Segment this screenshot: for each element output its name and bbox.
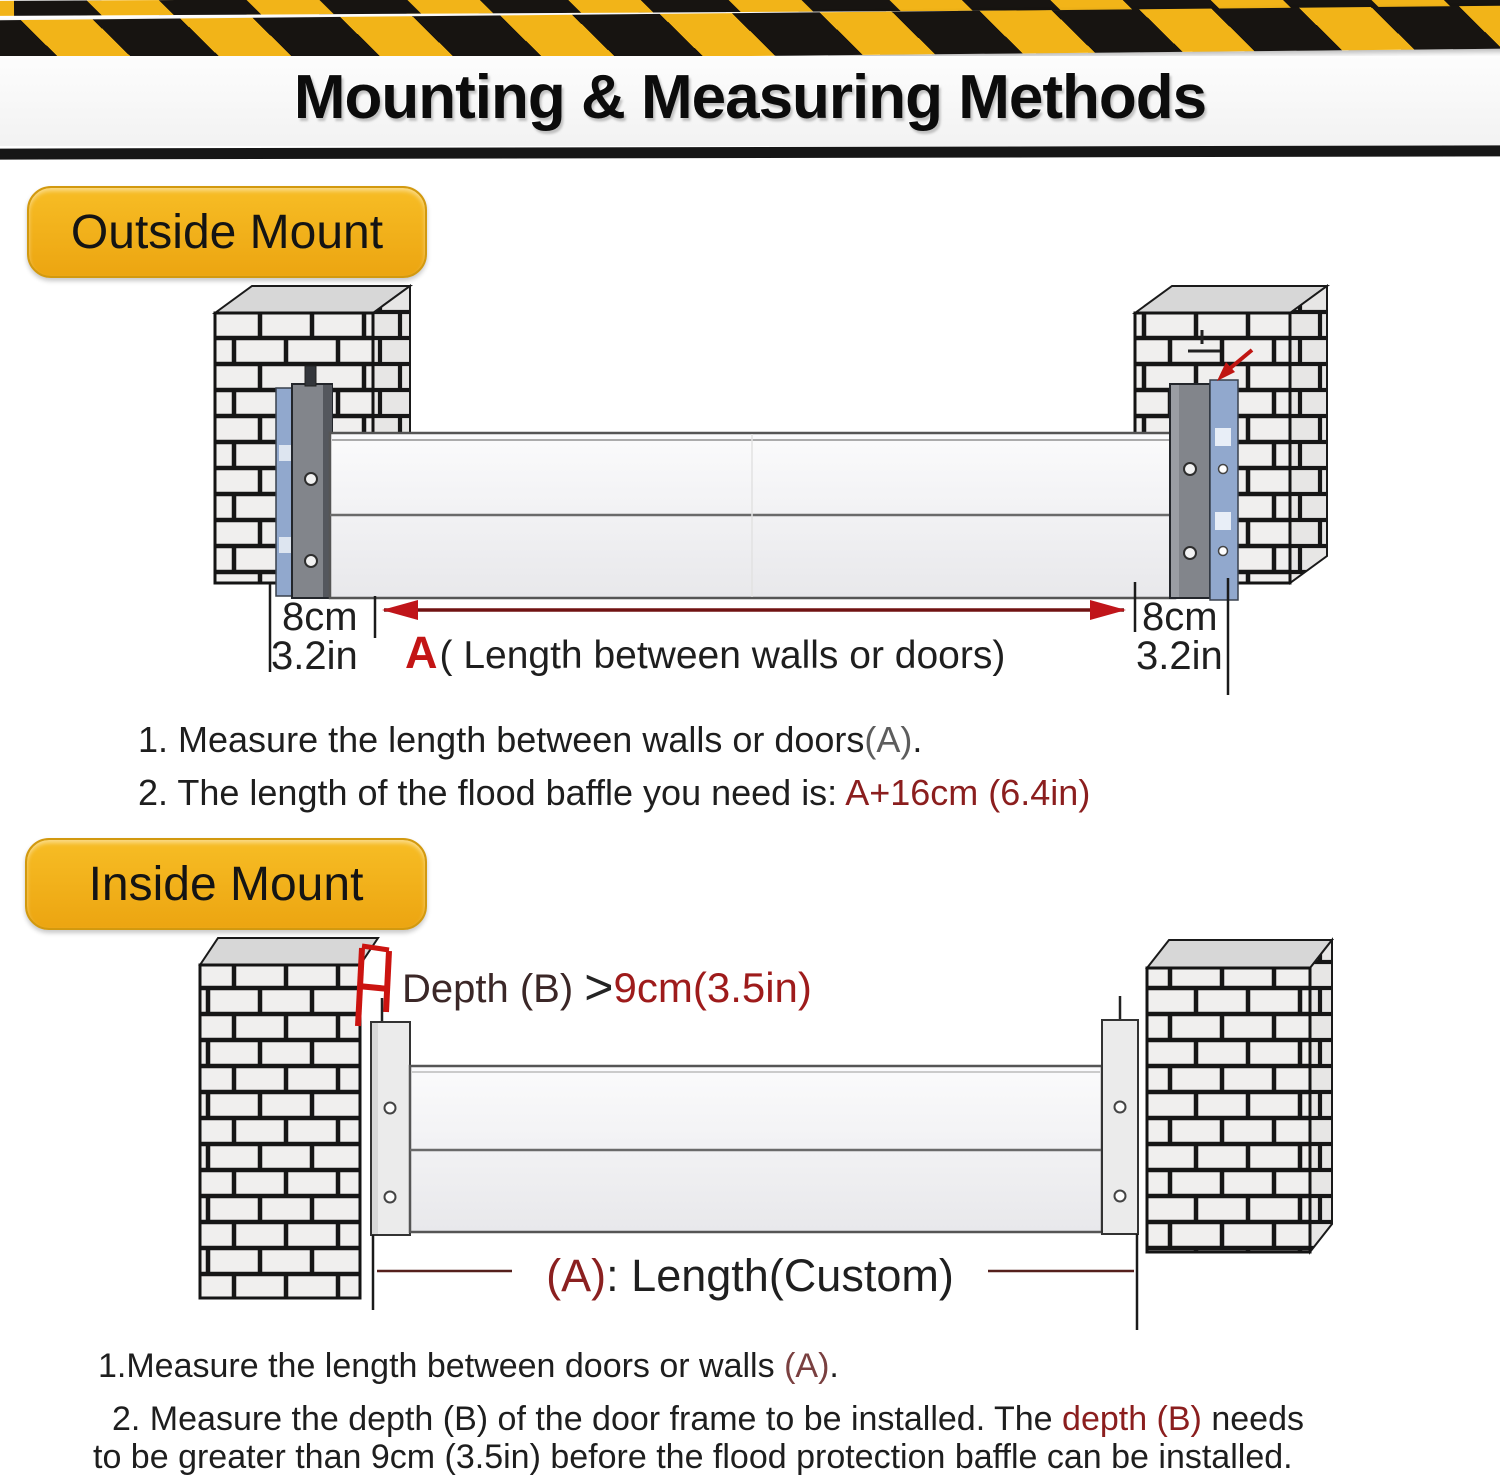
screw-hole [305,555,317,567]
screw-hole [385,1192,396,1203]
inside-right-brick-pillar [1147,940,1332,1252]
inside-left-brick-pillar [200,938,378,1298]
inside-step-1 [98,1347,839,1386]
inside-right-mounting-bracket [1102,996,1138,1234]
outside-flood-barrier-panel [330,433,1175,598]
inside-step-2-text-c: needs [1201,1400,1304,1438]
span-length-label [405,627,1005,679]
inside-mount-badge-label: Inside Mount [88,857,364,911]
screw-hole [1184,463,1196,475]
inside-step-2-text-a: 2. Measure the depth (B) of the door frame to be installed. The [112,1400,1063,1438]
inside-step-1-text: 1.Measure the length between doors or walls [98,1347,785,1385]
inside-left-mounting-bracket [371,998,410,1235]
greater-than-sign: > [584,959,614,1015]
length-custom-label [0,1250,1500,1302]
page-title: Mounting & Measuring Methods [293,63,1207,132]
dim-left-cm: 8cm [282,595,358,639]
outside-right-seal-strip [1210,380,1238,600]
outside-right-mounting-bracket [1170,384,1210,598]
span-letter-a: A [405,627,438,678]
screw-hole [1115,1102,1126,1113]
length-label-ref: (A) [546,1250,607,1301]
screw-hole [1115,1191,1126,1202]
inside-step-2-line-1 [112,1400,1304,1439]
dim-left-in: 3.2in [271,634,358,678]
inside-step-2-highlight: depth (B) [1062,1400,1202,1438]
screw-hole [1184,547,1196,559]
outside-left-mounting-bracket [292,366,332,598]
inside-step-2-line-2-text: to be greater than 9cm (3.5in) before the flood protection baffle can be installed. [93,1438,1293,1475]
outside-step-1 [138,719,922,761]
dim-right-in: 3.2in [1136,634,1223,678]
depth-label-prefix: Depth (B) [402,967,585,1011]
inside-step-2-line-2 [93,1438,1293,1475]
screw-hole [305,473,317,485]
depth-indicator [358,946,389,1026]
inside-step-1-end: . [829,1347,839,1385]
outside-step-2-highlight: A+16cm (6.4in) [845,772,1091,813]
depth-label-value: 9cm(3.5in) [613,964,812,1011]
dim-right-cm: 8cm [1142,595,1218,639]
screw-hole [385,1103,396,1114]
length-label-text: : Length(Custom) [606,1250,954,1301]
outside-step-1-ref: (A) [864,719,913,760]
span-label-text: ( Length between walls or doors) [439,634,1006,677]
outside-mount-badge-label: Outside Mount [70,205,384,259]
outside-step-1-end: . [912,719,923,760]
depth-requirement-label [402,956,812,1014]
inside-flood-barrier-panel [410,1066,1102,1232]
outside-step-1-text: 1. Measure the length between walls or doors [138,719,865,760]
inside-step-1-ref: (A) [784,1347,830,1385]
outside-step-2 [138,772,1090,814]
outside-step-2-text: 2. The length of the flood baffle you need is: [138,772,846,813]
